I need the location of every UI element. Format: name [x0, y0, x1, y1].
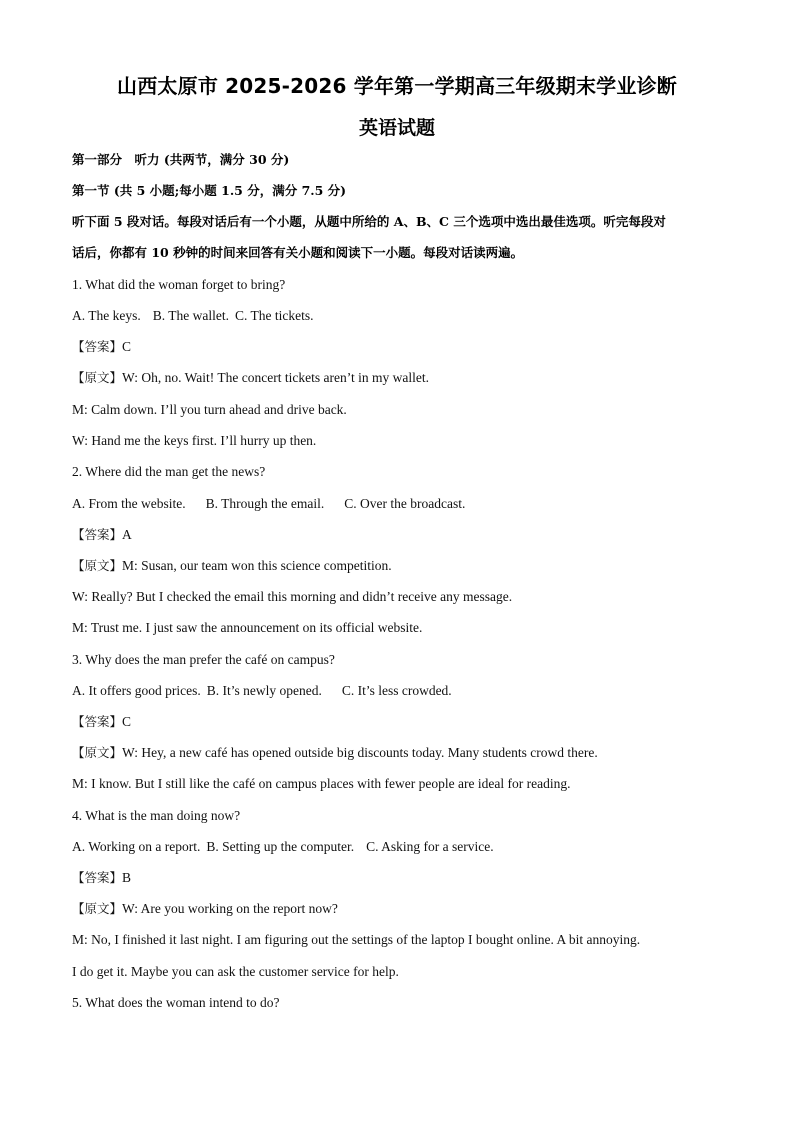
- question-2-stem: 2. Where did the man get the news?: [72, 464, 266, 479]
- instructions-line-1: 听下面 5 段对话。每段对话后有一个小题，从题中所给的 A、B、C 三个选项中选出最佳选项。听完每段对: [72, 214, 666, 229]
- question-4-option-a: A. Working on a report.: [72, 839, 201, 854]
- question-2-options: [72, 495, 465, 513]
- question-1-option-c: C. The tickets.: [234, 308, 314, 323]
- question-5-stem: 5. What does the woman intend to do?: [72, 995, 280, 1010]
- question-3-options: [72, 682, 452, 700]
- transcript-text: W: Oh, no. Wait! The concert tickets aren’t in my wallet.: [122, 370, 429, 385]
- question-4-transcript-line-2: M: No, I finished it last night. I am figuring out the settings of the laptop I bought online. A bit annoying.: [72, 932, 641, 947]
- question-4-options: [72, 838, 494, 856]
- question-2-option-c: C. Over the broadcast.: [344, 496, 466, 511]
- question-1-transcript-line-2: M: Calm down. I’ll you turn ahead and drive back.: [72, 402, 347, 417]
- question-3-transcript-line-1: [72, 744, 598, 762]
- answer-value: B: [122, 870, 132, 885]
- part-header: 第一部分 听力 (共两节，满分 30 分): [72, 152, 290, 167]
- question-1-stem: 1. What did the woman forget to bring?: [72, 277, 286, 292]
- question-3-stem: 3. Why does the man prefer the café on campus?: [72, 652, 335, 667]
- transcript-tag: 【原文】: [72, 370, 123, 385]
- question-3-transcript-line-2: M: I know. But I still like the café on campus places with fewer people are ideal for reading.: [72, 776, 571, 791]
- question-2-answer: [72, 526, 132, 544]
- question-3-option-c: C. It’s less crowded.: [341, 683, 452, 698]
- question-4-option-b: B. Setting up the computer.: [206, 839, 355, 854]
- question-2-transcript-line-2: W: Really? But I checked the email this morning and didn’t receive any message.: [72, 589, 513, 604]
- transcript-tag: 【原文】: [72, 901, 123, 916]
- transcript-text: M: Susan, our team won this science competition.: [122, 558, 392, 573]
- transcript-text: W: Are you working on the report now?: [122, 901, 338, 916]
- exam-title: 山西太原市 2025-2026 学年第一学期高三年级期末学业诊断: [117, 74, 677, 98]
- transcript-tag: 【原文】: [72, 745, 123, 760]
- question-2-option-a: A. From the website.: [72, 496, 186, 511]
- question-4-transcript-line-1: [72, 900, 338, 918]
- question-4-stem: 4. What is the man doing now?: [72, 808, 241, 823]
- answer-value: A: [122, 527, 132, 542]
- question-2-transcript-line-3: M: Trust me. I just saw the announcement on its official website.: [72, 620, 423, 635]
- answer-tag: 【答案】: [72, 339, 123, 354]
- question-3-option-a: A. It offers good prices.: [72, 683, 201, 698]
- question-2-transcript-line-1: [72, 557, 392, 575]
- answer-value: C: [122, 339, 132, 354]
- question-4-transcript-line-3: I do get it. Maybe you can ask the customer service for help.: [72, 964, 399, 979]
- answer-tag: 【答案】: [72, 527, 123, 542]
- exam-subtitle: 英语试题: [358, 117, 435, 139]
- answer-value: C: [122, 714, 132, 729]
- question-3-answer: [72, 713, 131, 731]
- transcript-tag: 【原文】: [72, 558, 123, 573]
- question-1-transcript-line-1: [72, 369, 429, 387]
- question-1-option-b: B. The wallet.: [152, 308, 229, 323]
- instructions-line-2: 话后，你都有 10 秒钟的时间来回答有关小题和阅读下一小题。每段对话读两遍。: [72, 245, 524, 260]
- transcript-text: W: Hey, a new café has opened outside big discounts today. Many students crowd there.: [122, 745, 598, 760]
- question-4-option-c: C. Asking for a service.: [366, 839, 494, 854]
- question-1-answer: [72, 338, 131, 356]
- question-1-options: [72, 307, 313, 325]
- question-1-option-a: A. The keys.: [72, 308, 141, 323]
- answer-tag: 【答案】: [72, 714, 123, 729]
- question-3-option-b: B. It’s newly opened.: [206, 683, 322, 698]
- section-header: 第一节 (共 5 小题;每小题 1.5 分，满分 7.5 分): [72, 183, 347, 198]
- question-1-transcript-line-3: W: Hand me the keys first. I’ll hurry up then.: [72, 433, 317, 448]
- question-4-answer: [72, 869, 131, 887]
- question-2-option-b: B. Through the email.: [205, 496, 325, 511]
- answer-tag: 【答案】: [72, 870, 123, 885]
